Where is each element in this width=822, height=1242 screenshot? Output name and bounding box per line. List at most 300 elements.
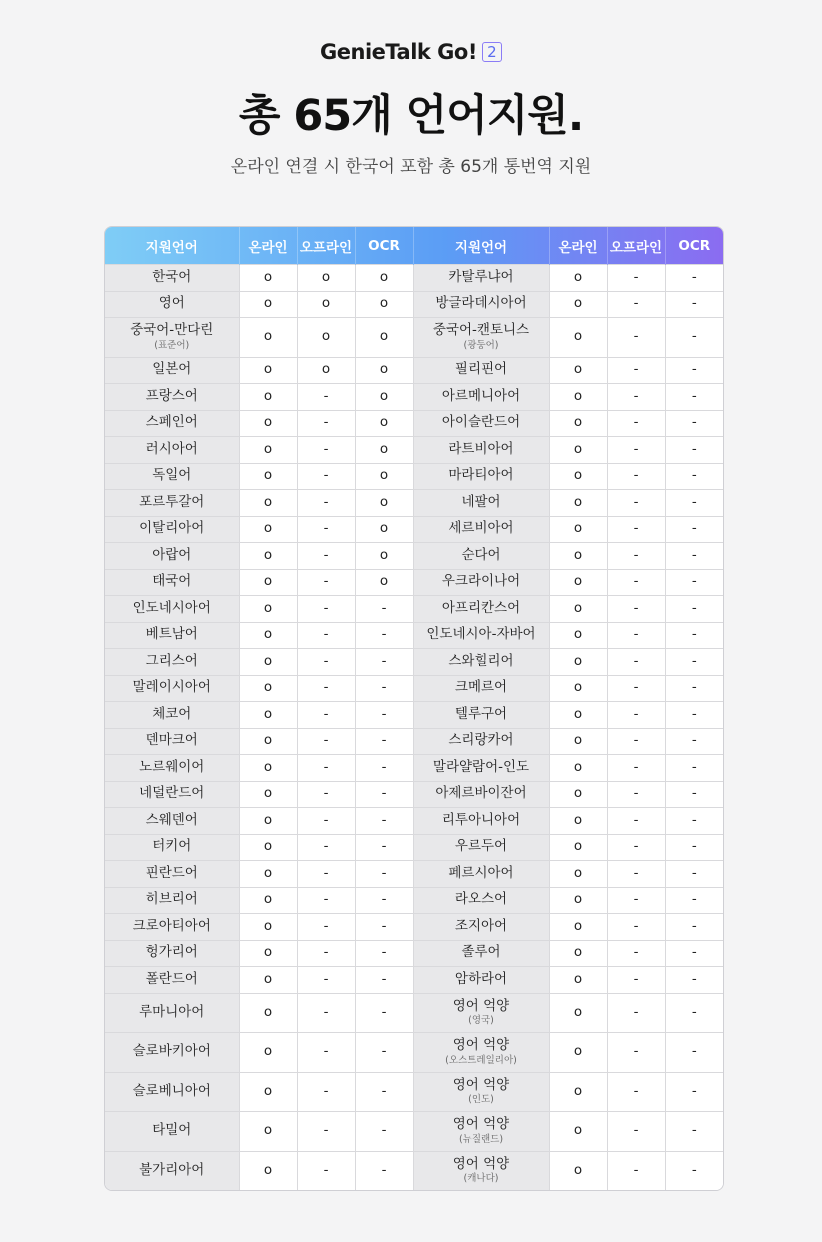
table-row: [105, 543, 723, 570]
language-name: 독일어: [152, 467, 192, 484]
language-name: 중국어-캔토니스: [432, 322, 530, 339]
offline-support-cell: -: [607, 384, 665, 411]
language-name: 헝가리어: [145, 944, 198, 961]
online-support-cell: o: [549, 993, 607, 1033]
table-row: [105, 940, 723, 967]
language-cell: [105, 675, 239, 702]
online-support-cell: o: [239, 410, 297, 437]
language-name: 터키어: [152, 838, 192, 855]
language-cell: [413, 702, 549, 729]
header-offline-right: 오프라인: [607, 227, 665, 265]
online-support-cell: o: [239, 516, 297, 543]
table-row: [105, 993, 723, 1033]
table-row: [105, 914, 723, 941]
table-row: [105, 318, 723, 358]
online-support-cell: o: [239, 463, 297, 490]
online-support-cell: o: [239, 1072, 297, 1112]
language-cell: [105, 318, 239, 358]
language-cell: [413, 755, 549, 782]
ocr-support-cell: -: [665, 649, 723, 676]
language-name: 말레이시아어: [132, 679, 211, 696]
language-cell: [105, 1072, 239, 1112]
ocr-support-cell: o: [355, 516, 413, 543]
online-support-cell: o: [239, 728, 297, 755]
language-name: 리투아니아어: [441, 811, 521, 828]
logo-text: GenieTalk Go!: [320, 40, 477, 64]
online-support-cell: o: [549, 1151, 607, 1190]
ocr-support-cell: -: [665, 622, 723, 649]
language-name: 스페인어: [145, 414, 198, 431]
online-support-cell: o: [549, 291, 607, 318]
ocr-support-cell: -: [665, 967, 723, 994]
language-name: 불가리아어: [139, 1161, 205, 1178]
language-cell: [413, 291, 549, 318]
language-name: 카탈루냐어: [448, 268, 514, 285]
offline-support-cell: -: [607, 463, 665, 490]
language-name: 크로아티아어: [132, 917, 211, 934]
offline-support-cell: -: [297, 940, 355, 967]
ocr-support-cell: -: [355, 993, 413, 1033]
table-row: [105, 675, 723, 702]
language-name: 한국어: [152, 268, 192, 285]
language-cell: [413, 410, 549, 437]
language-name: 베트남어: [145, 626, 198, 643]
ocr-support-cell: -: [665, 887, 723, 914]
ocr-support-cell: -: [355, 649, 413, 676]
online-support-cell: o: [549, 781, 607, 808]
language-cell: [105, 808, 239, 835]
online-support-cell: o: [239, 318, 297, 358]
table-row: [105, 596, 723, 623]
language-cell: [105, 291, 239, 318]
ocr-support-cell: -: [355, 675, 413, 702]
ocr-support-cell: -: [355, 967, 413, 994]
offline-support-cell: -: [297, 569, 355, 596]
table-row: [105, 967, 723, 994]
online-support-cell: o: [549, 357, 607, 384]
language-variant-note: (캐나다): [463, 1173, 499, 1185]
table-row: [105, 861, 723, 888]
online-support-cell: o: [549, 808, 607, 835]
ocr-support-cell: -: [355, 808, 413, 835]
language-name: 체코어: [152, 705, 192, 722]
ocr-support-cell: -: [665, 463, 723, 490]
language-cell: [413, 596, 549, 623]
offline-support-cell: -: [607, 702, 665, 729]
ocr-support-cell: -: [665, 755, 723, 782]
ocr-support-cell: o: [355, 490, 413, 517]
online-support-cell: o: [549, 516, 607, 543]
language-name: 마라티아어: [448, 467, 514, 484]
language-name: 네팔어: [461, 493, 501, 510]
ocr-support-cell: -: [665, 1151, 723, 1190]
ocr-support-cell: -: [665, 265, 723, 292]
language-cell: [413, 675, 549, 702]
offline-support-cell: -: [297, 755, 355, 782]
table-row: [105, 265, 723, 292]
language-cell: [413, 967, 549, 994]
table-row: [105, 781, 723, 808]
header-offline-left: 오프라인: [297, 227, 355, 265]
offline-support-cell: -: [607, 1033, 665, 1073]
language-variant-note: (오스트레일리아): [445, 1054, 517, 1066]
language-cell: [105, 490, 239, 517]
ocr-support-cell: -: [665, 543, 723, 570]
ocr-support-cell: -: [665, 675, 723, 702]
language-name: 스리랑카어: [448, 732, 514, 749]
language-cell: [105, 516, 239, 543]
language-cell: [413, 940, 549, 967]
ocr-support-cell: -: [665, 596, 723, 623]
ocr-support-cell: -: [355, 1033, 413, 1073]
offline-support-cell: -: [607, 569, 665, 596]
ocr-support-cell: -: [355, 755, 413, 782]
online-support-cell: o: [239, 755, 297, 782]
language-name: 우크라이나어: [441, 573, 521, 590]
language-name: 페르시아어: [448, 864, 514, 881]
logo-badge: 2: [482, 42, 502, 62]
table-row: [105, 291, 723, 318]
language-name: 영어 억양: [452, 1076, 510, 1093]
language-name: 네덜란드어: [139, 785, 205, 802]
ocr-support-cell: -: [355, 914, 413, 941]
language-name: 졸루어: [461, 944, 501, 961]
language-name: 세르비아어: [448, 520, 514, 537]
language-cell: [105, 993, 239, 1033]
language-cell: [105, 463, 239, 490]
online-support-cell: o: [239, 384, 297, 411]
online-support-cell: o: [239, 781, 297, 808]
online-support-cell: o: [239, 1112, 297, 1152]
page-title: 총 65개 언어지원.: [238, 91, 584, 141]
offline-support-cell: -: [607, 781, 665, 808]
table-row: [105, 808, 723, 835]
online-support-cell: o: [549, 967, 607, 994]
online-support-cell: o: [549, 1072, 607, 1112]
online-support-cell: o: [549, 490, 607, 517]
ocr-support-cell: o: [355, 291, 413, 318]
offline-support-cell: -: [297, 490, 355, 517]
language-name: 포르투갈어: [139, 493, 205, 510]
online-support-cell: o: [549, 543, 607, 570]
ocr-support-cell: o: [355, 265, 413, 292]
offline-support-cell: -: [297, 437, 355, 464]
language-cell: [413, 861, 549, 888]
offline-support-cell: -: [297, 463, 355, 490]
offline-support-cell: -: [297, 1112, 355, 1152]
language-name: 방글라데시아어: [435, 295, 527, 312]
table-row: [105, 1112, 723, 1152]
language-cell: [105, 887, 239, 914]
ocr-support-cell: -: [665, 728, 723, 755]
language-cell: [413, 516, 549, 543]
header-ocr-right: OCR: [678, 237, 711, 254]
language-cell: [413, 834, 549, 861]
offline-support-cell: -: [297, 1033, 355, 1073]
offline-support-cell: -: [607, 543, 665, 570]
ocr-support-cell: o: [355, 543, 413, 570]
ocr-support-cell: -: [665, 914, 723, 941]
online-support-cell: o: [239, 914, 297, 941]
online-support-cell: o: [239, 702, 297, 729]
table-row: [105, 834, 723, 861]
language-variant-note: (영국): [468, 1015, 494, 1027]
table-row: [105, 622, 723, 649]
offline-support-cell: -: [297, 967, 355, 994]
language-name: 영어 억양: [452, 997, 510, 1014]
language-cell: [105, 861, 239, 888]
ocr-support-cell: -: [665, 318, 723, 358]
language-cell: [413, 437, 549, 464]
language-name: 라트비아어: [448, 440, 514, 457]
ocr-support-cell: -: [355, 781, 413, 808]
language-cell: [413, 781, 549, 808]
header-ocr-left: OCR: [355, 227, 413, 265]
language-cell: [413, 318, 549, 358]
online-support-cell: o: [239, 265, 297, 292]
language-variant-note: (뉴질랜드): [458, 1133, 504, 1145]
language-name: 필리핀어: [454, 361, 508, 378]
language-name: 영어 억양: [452, 1037, 510, 1054]
language-name: 조지아어: [454, 917, 508, 934]
offline-support-cell: -: [607, 834, 665, 861]
language-name: 스와힐리어: [448, 652, 514, 669]
online-support-cell: o: [549, 437, 607, 464]
offline-support-cell: -: [607, 1072, 665, 1112]
ocr-support-cell: o: [355, 357, 413, 384]
language-name: 이탈리아어: [139, 520, 205, 537]
ocr-support-cell: o: [355, 384, 413, 411]
online-support-cell: o: [549, 702, 607, 729]
language-name: 순다어: [461, 546, 501, 563]
offline-support-cell: -: [607, 318, 665, 358]
table-row: [105, 702, 723, 729]
language-cell: [105, 596, 239, 623]
online-support-cell: o: [549, 1033, 607, 1073]
language-name: 라오스어: [454, 891, 508, 908]
ocr-support-cell: -: [355, 596, 413, 623]
online-support-cell: o: [239, 887, 297, 914]
language-variant-note: (인도): [468, 1094, 494, 1106]
offline-support-cell: -: [297, 728, 355, 755]
language-cell: [413, 728, 549, 755]
offline-support-cell: o: [297, 318, 355, 358]
offline-support-cell: -: [297, 543, 355, 570]
ocr-support-cell: -: [665, 490, 723, 517]
language-cell: [413, 384, 549, 411]
table-row: [105, 728, 723, 755]
language-name: 러시아어: [145, 440, 198, 457]
ocr-support-cell: -: [665, 808, 723, 835]
language-cell: [413, 1112, 549, 1152]
online-support-cell: o: [549, 318, 607, 358]
online-support-cell: o: [239, 675, 297, 702]
language-cell: [413, 1072, 549, 1112]
offline-support-cell: -: [297, 861, 355, 888]
language-cell: [105, 781, 239, 808]
offline-support-cell: -: [607, 728, 665, 755]
language-cell: [105, 702, 239, 729]
language-cell: [413, 993, 549, 1033]
language-variant-note: (표준어): [154, 339, 190, 351]
language-name: 아랍어: [152, 546, 192, 563]
online-support-cell: o: [549, 1112, 607, 1152]
language-cell: [105, 1112, 239, 1152]
offline-support-cell: -: [607, 437, 665, 464]
offline-support-cell: -: [607, 410, 665, 437]
offline-support-cell: -: [297, 649, 355, 676]
language-cell: [105, 357, 239, 384]
online-support-cell: o: [549, 410, 607, 437]
language-cell: [413, 357, 549, 384]
ocr-support-cell: -: [355, 702, 413, 729]
ocr-support-cell: -: [355, 834, 413, 861]
online-support-cell: o: [239, 622, 297, 649]
ocr-support-cell: o: [355, 463, 413, 490]
table-row: [105, 1033, 723, 1073]
language-name: 루마니아어: [139, 1003, 205, 1020]
offline-support-cell: -: [297, 914, 355, 941]
ocr-support-cell: -: [355, 622, 413, 649]
offline-support-cell: -: [297, 887, 355, 914]
language-name: 우르두어: [454, 838, 508, 855]
language-name: 인도네시아어: [132, 599, 211, 616]
table-row: [105, 516, 723, 543]
online-support-cell: o: [239, 437, 297, 464]
language-cell: [105, 410, 239, 437]
online-support-cell: o: [239, 967, 297, 994]
language-cell: [105, 755, 239, 782]
offline-support-cell: -: [297, 384, 355, 411]
language-cell: [413, 649, 549, 676]
ocr-support-cell: -: [355, 728, 413, 755]
online-support-cell: o: [549, 265, 607, 292]
language-cell: [413, 887, 549, 914]
language-name: 아르메니아어: [441, 387, 521, 404]
language-name: 말라얄람어-인도: [432, 758, 530, 775]
header-online-left: 온라인: [239, 227, 297, 265]
offline-support-cell: o: [297, 291, 355, 318]
ocr-support-cell: -: [355, 940, 413, 967]
language-name: 프랑스어: [145, 387, 198, 404]
ocr-support-cell: -: [665, 357, 723, 384]
header-online-right: 온라인: [549, 227, 607, 265]
language-name: 영어 억양: [452, 1116, 510, 1133]
online-support-cell: o: [549, 755, 607, 782]
online-support-cell: o: [239, 940, 297, 967]
offline-support-cell: -: [297, 675, 355, 702]
online-support-cell: o: [239, 1151, 297, 1190]
ocr-support-cell: -: [665, 861, 723, 888]
ocr-support-cell: -: [665, 569, 723, 596]
offline-support-cell: -: [607, 967, 665, 994]
page-subtitle: 온라인 연결 시 한국어 포함 총 65개 통번역 지원: [230, 157, 592, 177]
online-support-cell: o: [239, 834, 297, 861]
language-name: 크메르어: [454, 679, 508, 696]
online-support-cell: o: [239, 291, 297, 318]
online-support-cell: o: [549, 649, 607, 676]
offline-support-cell: o: [297, 357, 355, 384]
offline-support-cell: -: [297, 1072, 355, 1112]
online-support-cell: o: [239, 543, 297, 570]
language-name: 타밀어: [152, 1122, 192, 1139]
offline-support-cell: -: [607, 914, 665, 941]
language-cell: [413, 463, 549, 490]
language-cell: [105, 265, 239, 292]
offline-support-cell: -: [297, 516, 355, 543]
table-row: [105, 887, 723, 914]
online-support-cell: o: [239, 1033, 297, 1073]
language-name: 인도네시아-자바어: [426, 626, 536, 643]
offline-support-cell: -: [607, 808, 665, 835]
table-row: [105, 437, 723, 464]
online-support-cell: o: [549, 834, 607, 861]
language-name: 스웨덴어: [145, 811, 198, 828]
language-name: 아제르바이잔어: [435, 785, 527, 802]
online-support-cell: o: [239, 357, 297, 384]
header-language-left: 지원언어: [105, 227, 239, 265]
offline-support-cell: o: [297, 265, 355, 292]
language-name: 슬로베니아어: [132, 1082, 211, 1099]
ocr-support-cell: -: [665, 437, 723, 464]
table-row: [105, 755, 723, 782]
language-name: 암하라어: [454, 970, 508, 987]
language-cell: [413, 1151, 549, 1190]
online-support-cell: o: [549, 728, 607, 755]
online-support-cell: o: [239, 808, 297, 835]
language-name: 노르웨이어: [139, 758, 205, 775]
ocr-support-cell: -: [355, 887, 413, 914]
ocr-support-cell: -: [665, 993, 723, 1033]
online-support-cell: o: [549, 463, 607, 490]
online-support-cell: o: [239, 596, 297, 623]
online-support-cell: o: [239, 861, 297, 888]
language-cell: [105, 543, 239, 570]
online-support-cell: o: [549, 861, 607, 888]
language-cell: [105, 834, 239, 861]
offline-support-cell: -: [297, 781, 355, 808]
language-name: 슬로바키아어: [132, 1043, 211, 1060]
ocr-support-cell: -: [665, 1033, 723, 1073]
offline-support-cell: -: [607, 265, 665, 292]
table-row: [105, 463, 723, 490]
offline-support-cell: -: [607, 516, 665, 543]
language-cell: [413, 265, 549, 292]
ocr-support-cell: -: [665, 384, 723, 411]
language-name: 텔루구어: [454, 705, 508, 722]
ocr-support-cell: -: [665, 1112, 723, 1152]
brand-logo: [0, 40, 822, 64]
language-cell: [413, 569, 549, 596]
offline-support-cell: -: [297, 808, 355, 835]
language-cell: [105, 622, 239, 649]
offline-support-cell: -: [607, 357, 665, 384]
language-cell: [105, 437, 239, 464]
offline-support-cell: -: [607, 887, 665, 914]
language-name: 폴란드어: [145, 970, 198, 987]
ocr-support-cell: -: [665, 410, 723, 437]
language-name: 히브리어: [145, 891, 198, 908]
language-cell: [413, 808, 549, 835]
language-name: 그리스어: [145, 652, 198, 669]
table-row: [105, 357, 723, 384]
language-cell: [413, 622, 549, 649]
online-support-cell: o: [239, 649, 297, 676]
language-cell: [105, 384, 239, 411]
language-name: 태국어: [152, 573, 192, 590]
online-support-cell: o: [549, 596, 607, 623]
language-name: 영어: [158, 295, 185, 312]
